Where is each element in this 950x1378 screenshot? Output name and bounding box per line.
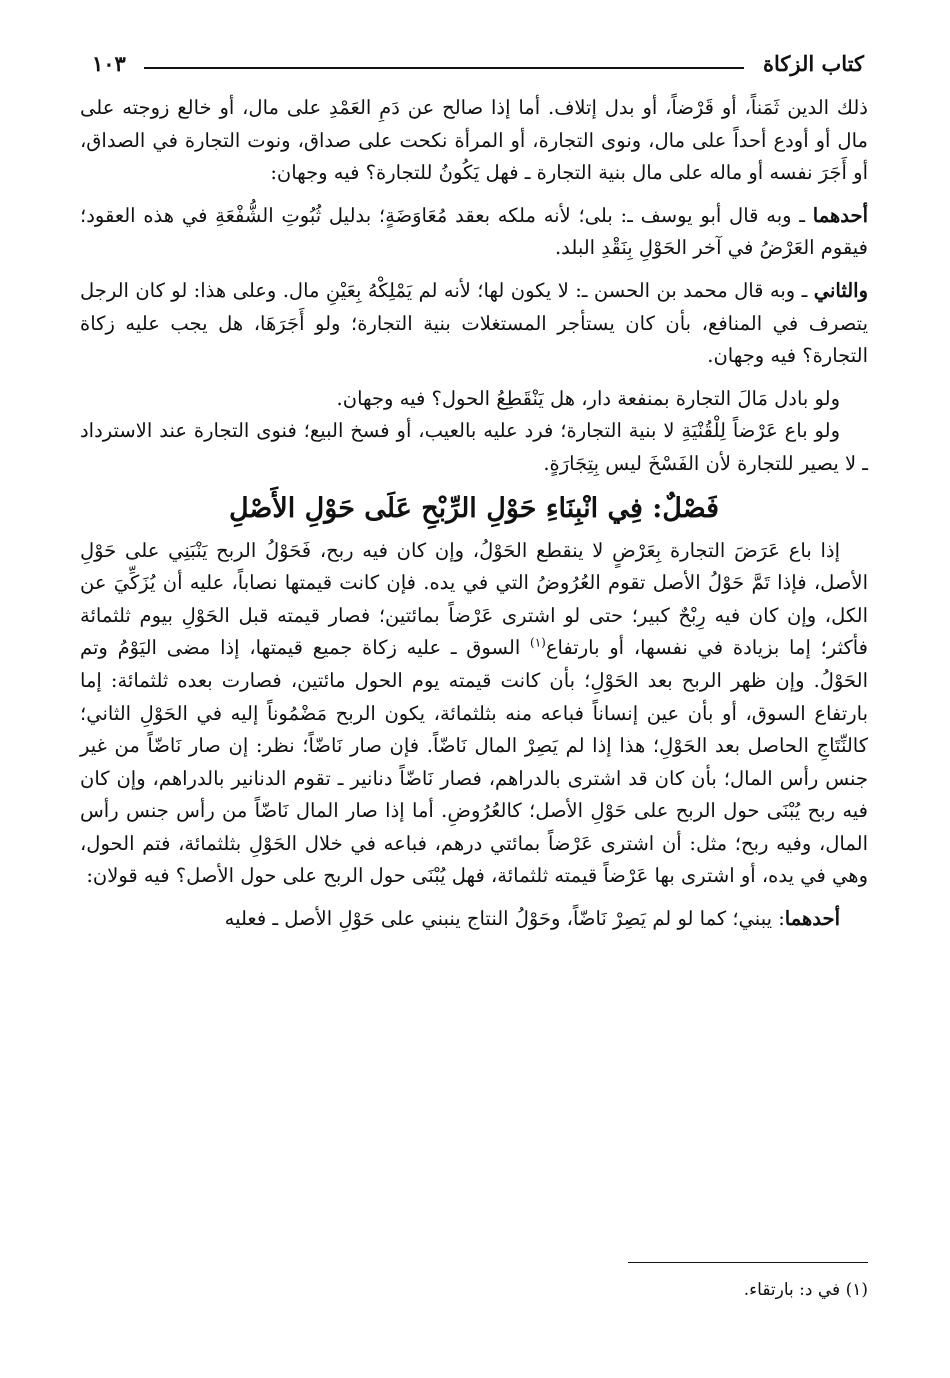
header-rule xyxy=(144,67,744,69)
section-paragraph-2: أحدهما: يبني؛ كما لو لم يَصِرْ نَاضّاً، وحَوْلُ النتاج ينبني على حَوْلِ الأصل ـ فعليه xyxy=(224,907,840,931)
paragraph-3: والثاني ـ وبه قال محمد بن الحسن ـ: لا يكون لها؛ لأنه لم يَمْلِكْهُ بِعَيْنِ مال. وعلى هذا: لو كان الرجل يتصرف في المنافع، بأن كان يستأجر المستغلات بنية التجارة؛ ولو أَجَرَهَا، هل يجب عليه زكاة التجارة؟ فيه وجهان. xyxy=(80,278,868,368)
main-text xyxy=(80,92,868,936)
footnote-rule xyxy=(628,1262,868,1263)
paragraph-lead: أحدهما xyxy=(812,203,868,227)
page-number: ١٠٣ xyxy=(92,51,126,76)
paragraph-5: ولو باع عَرْضاً لِلْقُنْيَةِ لا بنية التجارة؛ فرد عليه بالعيب، أو فسخ البيع؛ فنوى التجارة عند الاسترداد ـ لا يصير للتجارة لأن الفَسْخَ ليس بِتِجَارَةٍ. xyxy=(80,419,868,475)
paragraph-lead: أحدهما xyxy=(784,907,840,931)
chapter-title: كتاب الزكاة xyxy=(762,51,864,76)
section-heading: فَصْلٌ: فِي انْبِنَاءِ حَوْلِ الرِّبْحِ عَلَى حَوْلِ الأَصْلِ xyxy=(228,492,720,524)
running-header xyxy=(92,44,864,84)
paragraph-lead: والثاني xyxy=(813,278,868,302)
footnote: (١) في د: بارتقاء. xyxy=(743,1280,868,1300)
paragraph-2: أحدهما ـ وبه قال أبو يوسف ـ: بلى؛ لأنه ملكه بعقد مُعَاوَضَةٍ؛ بدليل ثُبُوتِ الشُّفْعَةِ في هذه العقود؛ فيقوم العَرْضُ في آخر الحَوْلِ بِنَقْدِ البلد. xyxy=(80,203,868,260)
paragraph-4: ولو بادل مَالَ التجارة بمنفعة دار، هل يَنْقَطِعُ الحول؟ فيه وجهان. xyxy=(336,386,840,410)
section-paragraph-1: إذا باع عَرَضَ التجارة بِعَرْضٍ لا ينقطع الحَوْلُ، وإن كان فيه ربح، فَحَوْلُ الربح يَنْبَنِي على حَوْلِ الأصل، فإذا تَمَّ حَوْلُ الأصل تقوم العُرُوضُ التي في يده. فإن كانت قيمتها نصاباً، عليه أن يُزَكِّيَ عن الكل، وإن كان فيه رِبْحٌ كبير؛ حتى لو اشترى عَرْضاً بمائتين؛ فصار قيمته قبل الحَوْلِ بيوم ثلثمائة فأكثر؛ إما بزيادة في نفسها، أو بارتفاع$^{(١)}$ السوق ـ عليه زكاة جميع قيمتها، إذا مضى اليَوْمُ وتم الحَوْلُ. وإن ظهر الربح بعد الحَوْلِ؛ بأن كانت قيمته يوم الحول مائتين، فصارت بعده ثلثمائة: إما بارتفاع السوق، أو بأن عين إنساناً فباعه منه بثلثمائة، يكون الربح مَضْمُوناً إليه في الحَوْلِ الثاني؛ كالنِّتَاجِ الحاصل بعد الحَوْلِ؛ هذا إذا لم يَصِرْ المال نَاضّاً. فإن صار نَاضّاً؛ نظر: إن صار نَاضّاً من غير جنس رأس المال؛ بأن كان قد اشترى بالدراهم، فصار نَاضّاً دنانير ـ تقوم الدنانير بالدراهم، وإن كان فيه ربح يُبْنَى حول الربح على حَوْلِ الأصل؛ كالعُرُوضِ. أما إذا صار المال نَاضّاً من رأس جنس رأس المال، وفيه ربح؛ مثل: أن اشترى عَرْضاً بمائتي درهم، فباعه في خلال الحَوْلِ بثلثمائة، فتم الحول، وهي في يده، أو اشترى بها عَرْضاً قيمته ثلثمائة، فهل يُبْنَى حول الربح على حول الأصل؟ فيه قولان: xyxy=(80,538,869,888)
footnote-marker[interactable]: (١) xyxy=(530,635,546,650)
paragraph-1: ذلك الدين ثَمَناً، أو قَرْضاً، أو بدل إتلاف. أما إذا صالح عن دَمِ العَمْدِ على مال، أو خالع زوجته على مال أو أودع أحداً على مال، ونوى التجارة، أو المرأة نكحت على صداق، ونوت التجارة في الصداق، أو أَجَرَ نفسه أو ماله على مال بنية التجارة ـ فهل يَكُونُ للتجارة؟ فيه وجهان: xyxy=(80,96,868,185)
